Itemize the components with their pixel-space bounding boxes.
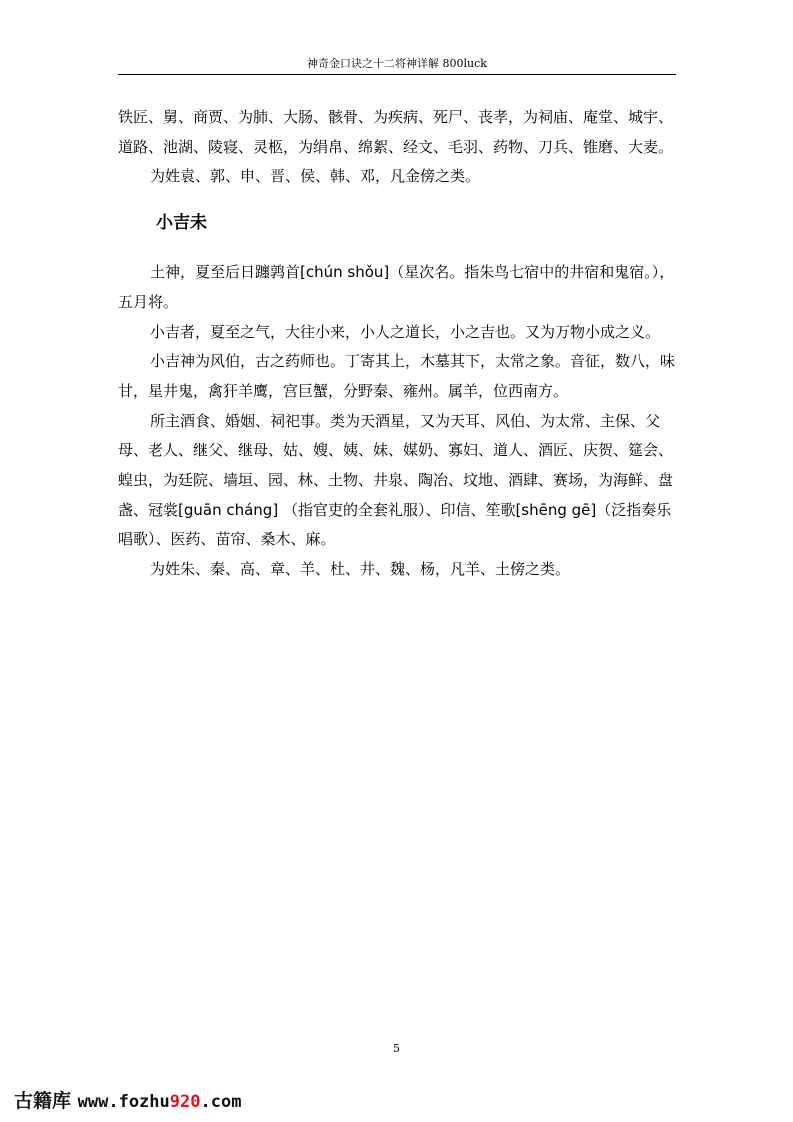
document-body [118, 103, 678, 585]
section-heading: 小吉未 [156, 213, 207, 234]
header-divider [118, 74, 676, 75]
running-header: 神奇金口诀之十二将神详解 800luck [307, 57, 487, 70]
paragraph: 为姓朱、秦、高、章、羊、杜、井、魏、杨，凡羊、土傍之类。 [150, 560, 571, 579]
paragraph: 所主酒食、婚姻、祠祀事。类为天酒星，又为天耳、风伯、为太常、主保、父母、老人、继父、继母、姑、嫂、姨、妹、媒奶、寡妇、道人、酒匠、庆贺、筵会、蝗虫，为廷院、墙垣、园、林、土物、井泉、陶冶、坟地、酒肆、赛场，为海鲜、盘盏、冠裳[guān cháng] （指官吏的全套礼服）、印信、笙歌[shēng gē]（泛指奏乐唱歌）、医药、苗帘、桑木、麻。 [118, 411, 674, 549]
watermark-brand: 古籍库 [14, 1090, 72, 1112]
paragraph: 小吉者，夏至之气，大往小来，小人之道长，小之吉也。又为万物小成之义。 [150, 322, 661, 341]
site-watermark [14, 1088, 241, 1115]
paragraph: 铁匠、舅、商贾、为肺、大肠、骸骨、为疾病、死尸、丧孝，为祠庙、庵堂、城宇、道路、池湖、陵寝、灵柩，为绢帛、绵絮、经文、毛羽、药物、刀兵、锥磨、大麦。 [118, 108, 674, 156]
paragraph: 小吉神为风伯，古之药师也。丁寄其上，木墓其下，太常之象。音征，数八，味甘，星井鬼，禽犴羊鹰，宫巨蟹，分野秦、雍州。属羊，位西南方。 [118, 352, 676, 400]
watermark-url-prefix: www.fozhu [77, 1092, 170, 1112]
watermark-url-suffix: .com [200, 1092, 242, 1112]
watermark-url-number: 920 [169, 1092, 201, 1112]
page-number: 5 [393, 1042, 400, 1055]
paragraph: 土神，夏至后日躔鹑首[chún shǒu]（星次名。指朱鸟七宿中的井宿和鬼宿。），五月将。 [118, 263, 675, 311]
paragraph: 为姓袁、郭、申、晋、侯、韩、邓，凡金傍之类。 [150, 167, 481, 186]
